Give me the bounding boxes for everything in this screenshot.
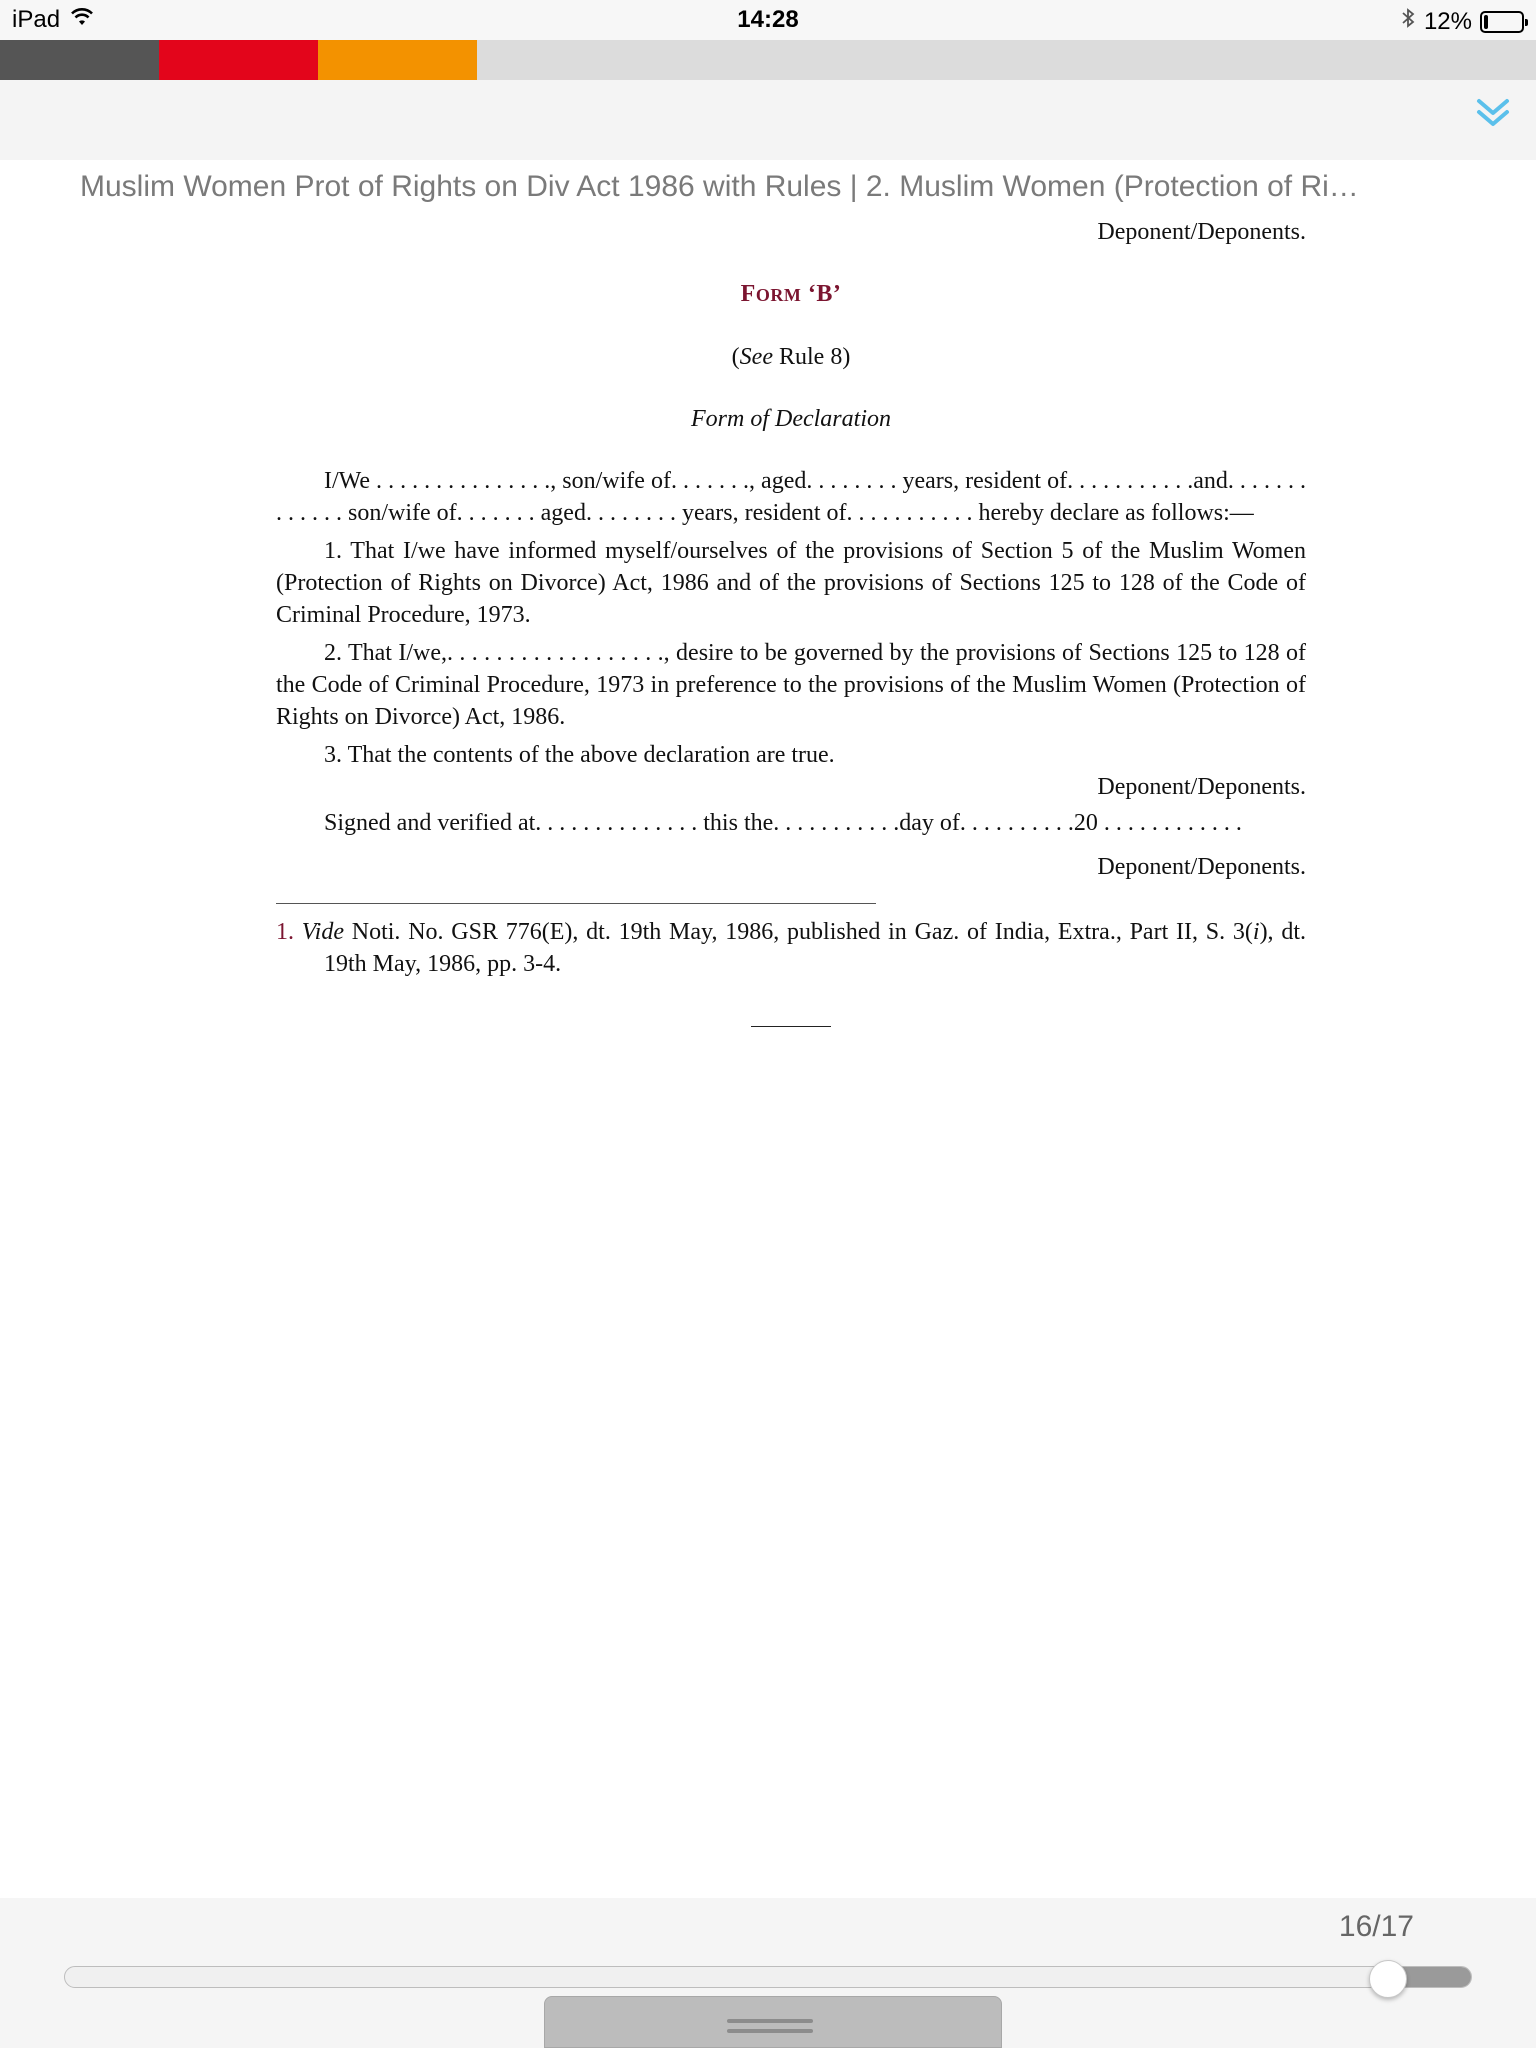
- reader-toolbar: [0, 80, 1536, 160]
- bluetooth-icon: [1400, 6, 1416, 37]
- deponent-signature-1: Deponent/Deponents.: [1097, 774, 1306, 800]
- running-header: Muslim Women Prot of Rights on Div Act 1986 with Rules | 2. Muslim Women (Protection of Ri…: [80, 170, 1359, 203]
- clock: 14:28: [737, 6, 799, 33]
- battery-percent: 12%: [1423, 7, 1472, 35]
- declaration-para-1: 1. That I/we have informed myself/ourselves of the provisions of Section 5 of the Muslim Women (Protection of Rights on Divorce) Act, 1986 and of the provisions of Sections 125 to 128 of the Code of Criminal Procedure, 1973.: [276, 538, 1306, 628]
- declaration-para-3: 3. That the contents of the above declaration are true.: [324, 742, 835, 768]
- deponent-signature-top: Deponent/Deponents.: [1097, 219, 1306, 245]
- see-rule-reference: (See Rule 8): [731, 344, 851, 370]
- thumbnail-drawer-handle[interactable]: [544, 1996, 1002, 2048]
- device-name: iPad: [12, 6, 61, 33]
- tab-color-orange[interactable]: [318, 40, 477, 80]
- tab-color-dark[interactable]: [0, 40, 159, 80]
- page-slider-track[interactable]: [64, 1966, 1472, 1988]
- grip-line-1: [727, 2019, 813, 2023]
- declaration-para-2: 2. That I/we,. . . . . . . . . . . . . . . . . ., desire to be governed by the provisions of Sections 125 to 128 of the Code of Criminal Procedure, 1973 in preference to the provisions of the Muslim Women (Protection of Rights on Divorce) Act, 1986.: [276, 640, 1306, 730]
- signed-verified-line: Signed and verified at. . . . . . . . . . . . . . this the. . . . . . . . . . .day of. . . . . . . . . .20 . . . . . . . . . . . .: [324, 810, 1242, 836]
- document-page: [276, 216, 1306, 1027]
- footnote-divider: [276, 903, 876, 904]
- battery-level-fill: [1484, 15, 1488, 29]
- status-bar: [0, 0, 1536, 40]
- section-end-mark: [751, 1026, 831, 1027]
- collapse-button[interactable]: [1468, 90, 1518, 140]
- footnote-link[interactable]: 1.: [276, 919, 294, 945]
- grip-line-2: [727, 2029, 813, 2033]
- double-chevron-down-icon: [1475, 97, 1511, 134]
- page-slider-knob[interactable]: [1369, 1960, 1407, 1998]
- footnote: 1. Vide Noti. No. GSR 776(E), dt. 19th May, 1986, published in Gaz. of India, Extra., Part II, S. 3(i), dt. 19th May, 1986, pp. 3-4.: [276, 919, 1306, 977]
- deponent-signature-2: Deponent/Deponents.: [1097, 854, 1306, 880]
- tab-color-red[interactable]: [159, 40, 318, 80]
- page-indicator: 16/17: [1338, 1910, 1414, 1943]
- battery-icon: [1480, 11, 1524, 33]
- declaration-intro: I/We . . . . . . . . . . . . . . ., son/wife of. . . . . . ., aged. . . . . . . . years, resident of. . . . . . . . . . .and. . . . . . . . . . . . . son/wife of. . . . . . . aged. . . . . . . . years, resident of. . . . . . . . . . . hereby declare as follows:—: [276, 468, 1306, 526]
- status-right: [1400, 6, 1524, 37]
- form-subtitle: Form of Declaration: [691, 406, 891, 432]
- form-title: FORM ‘B’: [740, 281, 842, 307]
- book-tab-strip: [0, 40, 1536, 80]
